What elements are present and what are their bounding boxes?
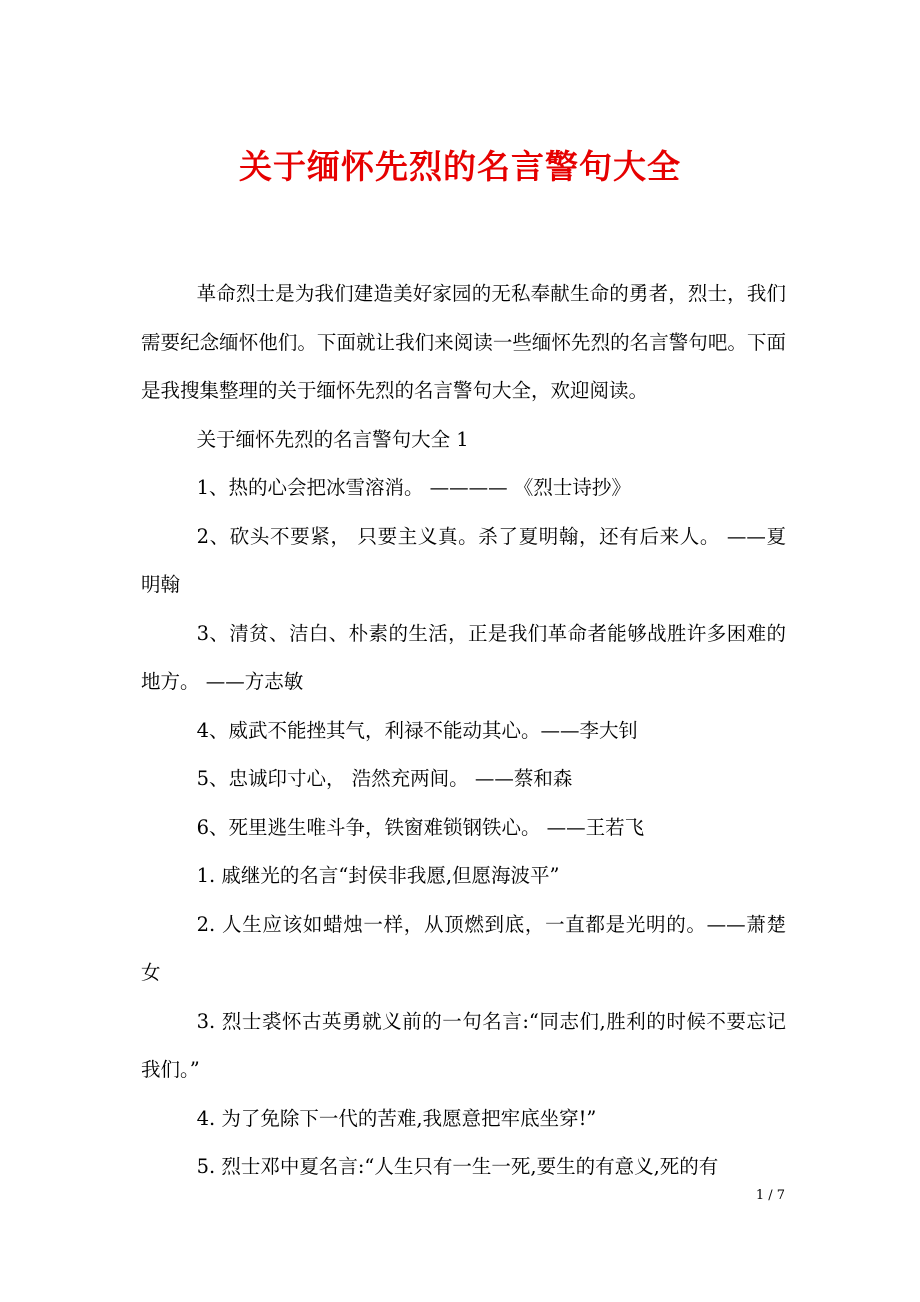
paragraph: 关于缅怀先烈的名言警句大全 1 — [196, 427, 469, 451]
document-title: 关于缅怀先烈的名言警句大全 — [239, 147, 681, 186]
page-number: 1 / 7 — [755, 1188, 785, 1203]
document-body — [141, 270, 786, 1192]
paragraph: 6、死里逃生唯斗争，铁窗难锁钢铁心。 ——王若飞 — [196, 815, 645, 839]
paragraph: 4. 为了免除下一代的苦难,我愿意把牢底坐穿!” — [196, 1106, 597, 1130]
paragraph: 3. 烈士裘怀古英勇就义前的一句名言:“同志们,胜利的时候不要忘记我们。” — [141, 1009, 786, 1081]
paragraph: 5、忠诚印寸心， 浩然充两间。 ——蔡和森 — [196, 767, 573, 790]
paragraph: 1. 戚继光的名言“封侯非我愿,但愿海波平” — [196, 864, 560, 887]
paragraph: 革命烈士是为我们建造美好家园的无私奉献生命的勇者，烈士，我们需要纪念缅怀他们。下面就让我们来阅读一些缅怀先烈的名言警句吧。下面是我搜集整理的关于缅怀先烈的名言警句大全，欢迎阅读。 — [141, 282, 786, 402]
paragraph: 3、清贫、洁白、朴素的生活，正是我们革命者能够战胜许多困难的地方。 ——方志敏 — [141, 621, 786, 693]
paragraph: 5. 烈士邓中夏名言:“人生只有一生一死,要生的有意义,死的有 — [196, 1155, 719, 1178]
paragraph: 2、砍头不要紧， 只要主义真。杀了夏明翰，还有后来人。 ——夏明翰 — [141, 524, 786, 596]
paragraph: 4、威武不能挫其气，利禄不能动其心。——李大钊 — [196, 718, 638, 742]
paragraph: 2. 人生应该如蜡烛一样，从顶燃到底，一直都是光明的。——萧楚女 — [141, 912, 786, 984]
paragraph: 1、热的心会把冰雪溶消。 ———— 《烈士诗抄》 — [196, 476, 631, 499]
